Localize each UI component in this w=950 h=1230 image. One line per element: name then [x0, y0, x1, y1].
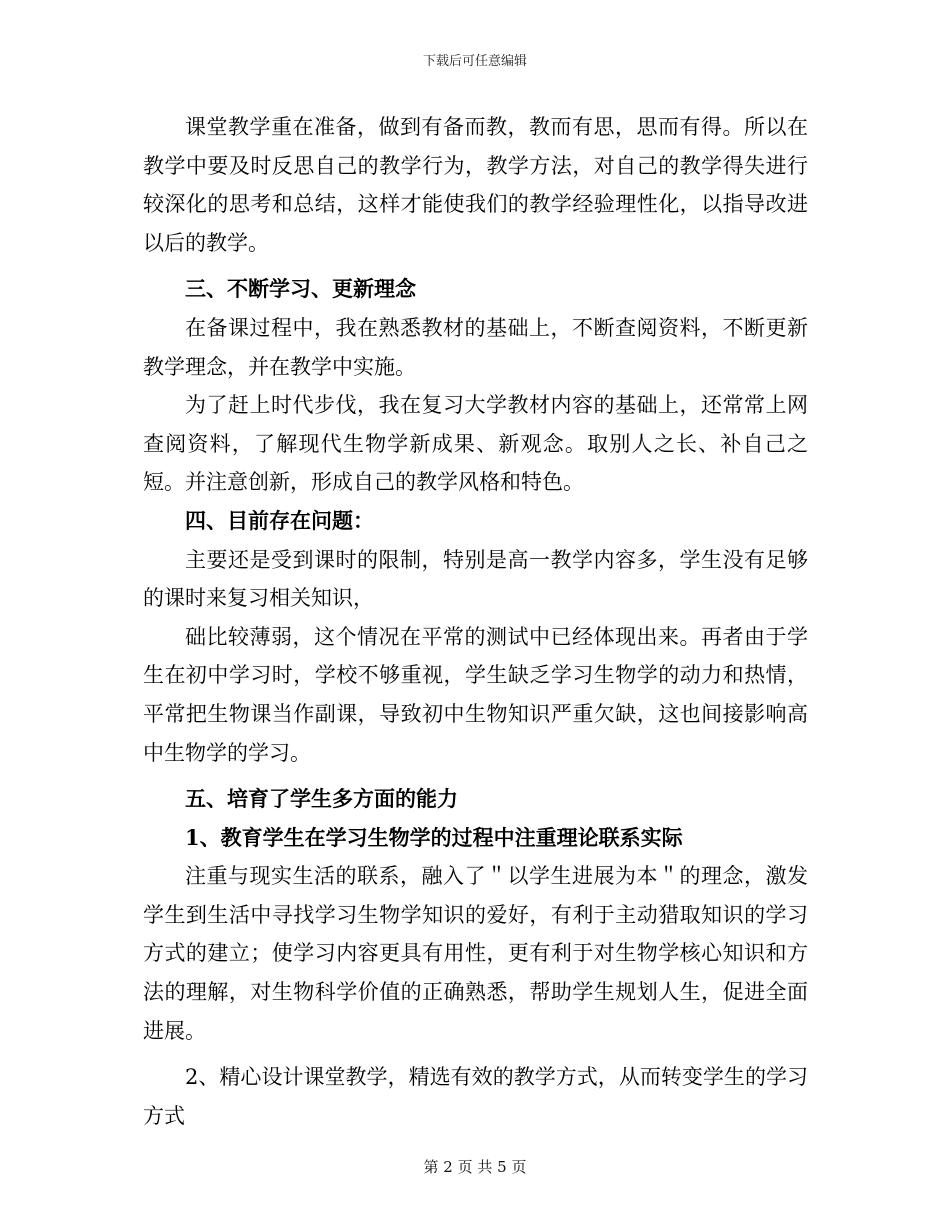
- spacer: [143, 1050, 808, 1058]
- heading-subsection-1: 1、教育学生在学习生物学的过程中注重理论联系实际: [185, 824, 683, 850]
- spacer: [143, 262, 808, 270]
- paragraph-weak-foundation: 础比较薄弱，这个情况在平常的测试中已经体现出来。再者由于学生在初中学习时，学校不够重视，学生缺乏学习生物学的动力和热情，平常把生物课当作副课，导致初中生物知识严重欠缺，这也间接影响高中生物学的学习。: [143, 624, 808, 765]
- paragraph-keep-up: 为了赶上时代步伐，我在复习大学教材内容的基础上，还常常上网查阅资料，了解现代生物学新成果、新观念。取别人之长、补自己之短。并注意创新，形成自己的教学风格和特色。: [143, 393, 808, 495]
- paragraph-class-hours: 主要还是受到课时的限制，特别是高一教学内容多，学生没有足够的课时来复习相关知识，: [143, 547, 808, 611]
- heading-section-3: 三、不断学习、更新理念: [185, 276, 416, 302]
- paragraph-lesson-prep: 在备课过程中，我在熟悉教材的基础上，不断查阅资料，不断更新教学理念，并在教学中实施。: [143, 315, 808, 379]
- paragraph-reflection: 课堂教学重在准备，做到有备而教，教而有思，思而有得。所以在教学中要及时反思自己的教学行为，教学方法，对自己的教学得失进行较深化的思考和总结，这样才能使我们的教学经验理性化，以指导改进以后的教学。: [143, 115, 808, 255]
- heading-section-5: 五、培育了学生多方面的能力: [185, 786, 458, 812]
- paragraph-subsection-2: 2、精心设计课堂教学，精选有效的教学方式，从而转变学生的学习方式: [143, 1065, 808, 1128]
- spacer: [143, 772, 808, 780]
- heading-section-4: 四、目前存在问题：: [185, 507, 374, 533]
- page-number: 第 2 页 共 5 页: [423, 1158, 527, 1176]
- document-body: [143, 108, 808, 1135]
- page-header: 下载后可任意编辑: [422, 54, 527, 69]
- paragraph-real-life: 注重与现实生活的联系，融入了＂以学生进展为本＂的理念，激发学生到生活中寻找学习生物学知识的爱好，有利于主动猎取知识的学习方式的建立；使学习内容更具有用性，更有利于对生物学核心知识和方法的理解，对生物科学价值的正确熟悉，帮助学生规划人生，促进全面进展。: [143, 864, 808, 1043]
